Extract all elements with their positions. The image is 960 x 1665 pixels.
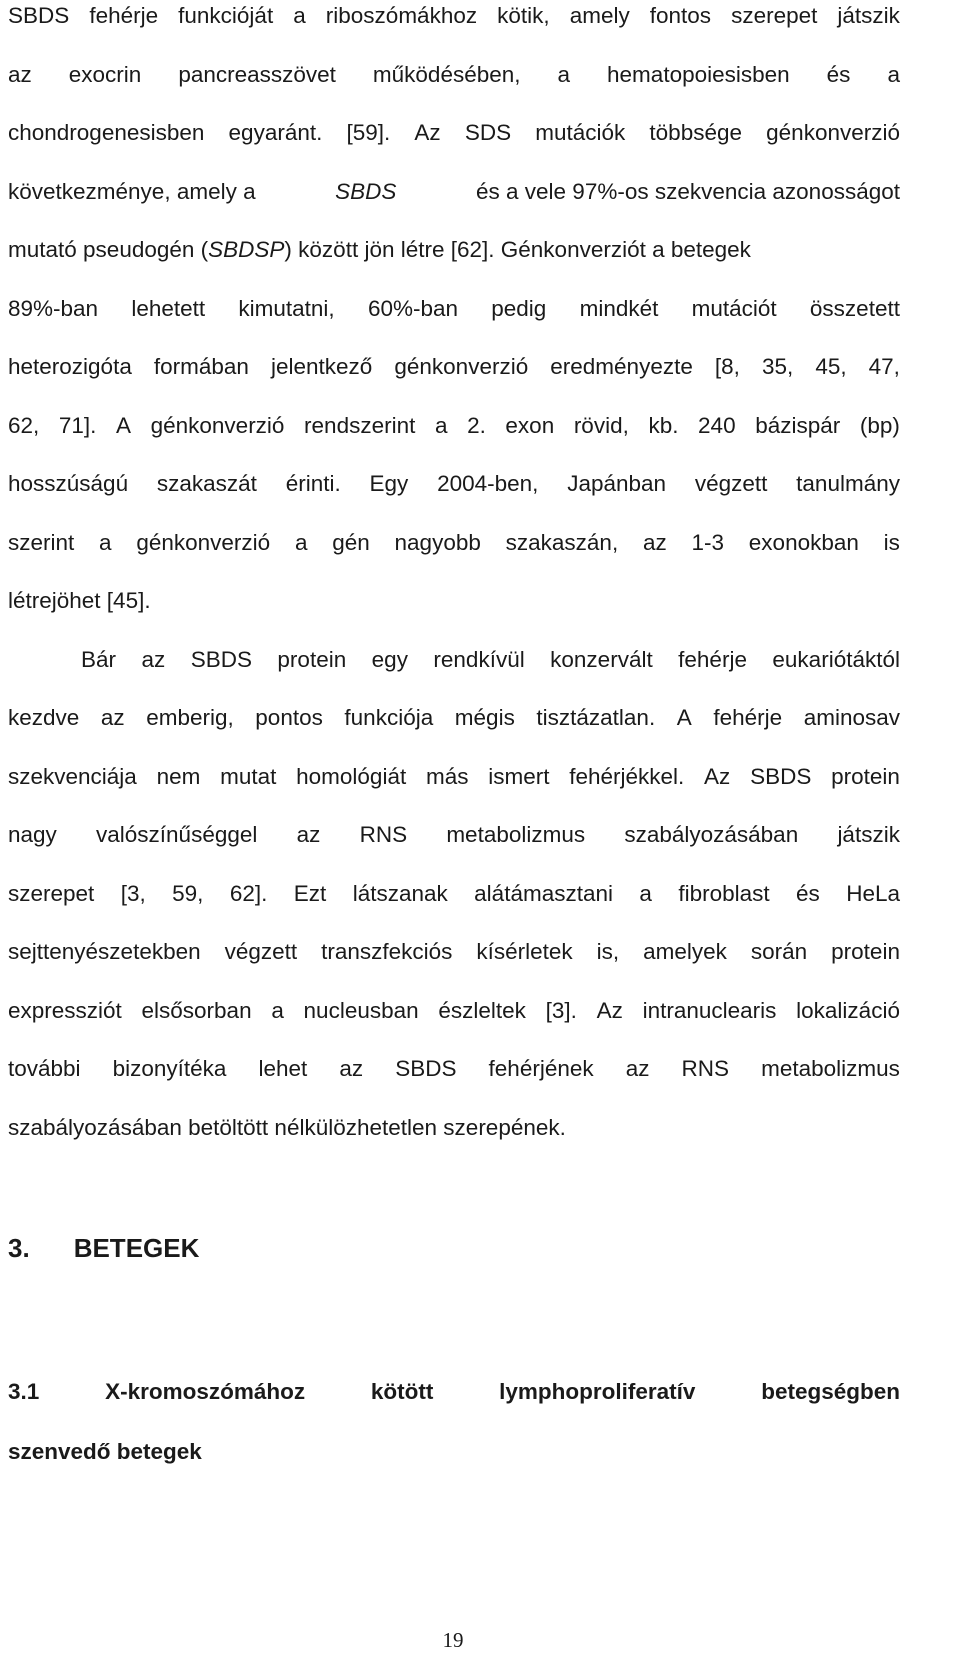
word: bázispár bbox=[755, 412, 841, 438]
word: a bbox=[294, 529, 308, 555]
word: SDS bbox=[464, 120, 512, 145]
line-text: és a vele 97%-os szekvencia azonosságot bbox=[469, 178, 900, 204]
word: szerepet bbox=[8, 880, 95, 906]
word: HeLa bbox=[846, 880, 900, 906]
word: Japánban bbox=[567, 471, 667, 496]
word: kimutatni, bbox=[238, 295, 335, 321]
subsection-word: lymphoproliferatív bbox=[499, 1379, 696, 1404]
paragraph-line bbox=[8, 806, 900, 865]
word: 62]. bbox=[229, 880, 268, 906]
word: pancreasszövet bbox=[178, 61, 336, 87]
subsection-heading bbox=[8, 1362, 900, 1482]
word: A bbox=[116, 412, 132, 438]
subsection-word: kötött bbox=[370, 1379, 434, 1404]
word: transzfekciós bbox=[321, 939, 453, 964]
word: az bbox=[642, 529, 667, 555]
word: szakaszát bbox=[156, 471, 257, 496]
gene-name-italic: SBDS bbox=[335, 178, 397, 204]
word: az bbox=[8, 61, 32, 87]
word: a bbox=[557, 61, 571, 87]
word: játszik bbox=[837, 3, 900, 28]
paragraph-line bbox=[8, 923, 900, 982]
word: funkciója bbox=[344, 705, 434, 730]
word: metabolizmus bbox=[446, 822, 586, 847]
word: a bbox=[639, 880, 652, 906]
word: ismert bbox=[488, 763, 550, 789]
word: Az bbox=[596, 997, 623, 1023]
paragraph-line bbox=[8, 1040, 900, 1099]
paragraph-line bbox=[8, 514, 900, 573]
paragraph-line bbox=[8, 982, 900, 1041]
line-text: következménye, amely a bbox=[8, 178, 262, 204]
word: érinti. bbox=[285, 471, 341, 496]
word: pedig bbox=[491, 295, 547, 321]
word: fibroblast bbox=[678, 880, 770, 906]
word: SBDS bbox=[8, 3, 70, 28]
word: további bbox=[8, 1056, 81, 1081]
word: az bbox=[339, 1056, 364, 1081]
subsection-heading-line-1 bbox=[8, 1362, 900, 1422]
word: mégis bbox=[454, 705, 515, 730]
word: mutat bbox=[220, 763, 277, 789]
word: sejttenyészetekben bbox=[8, 939, 201, 964]
word: 2004-ben, bbox=[437, 471, 539, 496]
word: SBDS bbox=[395, 1056, 457, 1081]
word: 47, bbox=[868, 354, 900, 379]
paragraph-2 bbox=[8, 631, 900, 1158]
word: 89%-ban bbox=[8, 295, 99, 321]
section-number: 3. bbox=[8, 1233, 30, 1263]
word: rövid, bbox=[573, 412, 629, 438]
word: is, bbox=[596, 939, 620, 964]
word: végzett bbox=[694, 471, 768, 496]
word: 1-3 bbox=[691, 529, 725, 555]
word: más bbox=[425, 763, 469, 789]
word: hosszúságú bbox=[8, 471, 129, 496]
word: az bbox=[625, 1056, 650, 1081]
line-text: mutató pseudogén ( bbox=[8, 237, 209, 262]
word: SBDS bbox=[750, 763, 812, 789]
word: Az bbox=[704, 763, 731, 789]
word: exonokban bbox=[748, 529, 859, 555]
word: nucleusban bbox=[303, 997, 419, 1023]
word: [3]. bbox=[545, 997, 577, 1023]
word: nem bbox=[156, 763, 201, 789]
word: homológiát bbox=[296, 763, 407, 789]
word: tanulmány bbox=[796, 471, 900, 496]
word: az bbox=[296, 822, 321, 847]
word: A bbox=[676, 705, 692, 730]
paragraph-line bbox=[8, 221, 900, 280]
paragraph-line bbox=[8, 0, 900, 46]
word: fontos bbox=[649, 3, 712, 28]
word: alátámasztani bbox=[474, 880, 613, 906]
word: 2. bbox=[467, 412, 486, 438]
word: jelentkező bbox=[271, 354, 373, 379]
word: többsége bbox=[649, 120, 743, 145]
word: tisztázatlan. bbox=[536, 705, 656, 730]
word: eukariótáktól bbox=[772, 646, 900, 672]
word: rendszerint bbox=[304, 412, 416, 438]
word: a bbox=[293, 3, 306, 28]
word: metabolizmus bbox=[761, 1056, 900, 1081]
word: fehérje bbox=[678, 646, 747, 672]
word: RNS bbox=[359, 822, 408, 847]
paragraph-line bbox=[8, 397, 900, 456]
word: [3, bbox=[120, 880, 146, 906]
word: gén bbox=[332, 529, 370, 555]
word: protein bbox=[831, 939, 900, 964]
word: konzervált bbox=[550, 646, 653, 672]
paragraph-line bbox=[8, 46, 900, 105]
word: intranuclearis bbox=[642, 997, 777, 1023]
subsection-word: betegségben bbox=[761, 1379, 900, 1404]
word: fehérjékkel. bbox=[569, 763, 685, 789]
line-text: ) között jön létre [62]. Génkonverziót a betegek bbox=[284, 237, 751, 262]
pseudogene-name-italic: SBDSP bbox=[208, 237, 285, 262]
word: Bár bbox=[81, 646, 117, 672]
word: emberig, bbox=[146, 705, 234, 730]
word: Egy bbox=[369, 471, 409, 496]
word: amely bbox=[569, 3, 630, 28]
word: génkonverzió bbox=[766, 120, 900, 145]
word: formában bbox=[153, 354, 249, 379]
word: aminosav bbox=[803, 705, 900, 730]
word: funkcióját bbox=[178, 3, 274, 28]
word: génkonverzió bbox=[150, 412, 285, 438]
word: heterozigóta bbox=[8, 354, 132, 379]
word: 45, bbox=[815, 354, 847, 379]
word: génkonverzió bbox=[394, 354, 529, 379]
word: szekvenciája bbox=[8, 763, 137, 789]
word: a bbox=[99, 529, 112, 555]
word: RNS bbox=[681, 1056, 730, 1081]
paragraph-line: szabályozásában betöltött nélkülözhetetlen szerepének. bbox=[8, 1114, 566, 1140]
paragraph-line: létrejöhet [45]. bbox=[8, 588, 151, 613]
word: a bbox=[434, 412, 448, 438]
word: egyaránt. bbox=[228, 120, 323, 145]
word: nagyobb bbox=[394, 529, 481, 555]
word: 71]. bbox=[58, 412, 97, 438]
word: összetett bbox=[809, 295, 900, 321]
word: 60%-ban bbox=[367, 295, 459, 321]
word: hematopoiesisben bbox=[607, 61, 790, 87]
word: bizonyítéka bbox=[112, 1056, 227, 1081]
word: is bbox=[883, 529, 900, 555]
word: játszik bbox=[837, 822, 900, 847]
word: fehérje bbox=[89, 3, 159, 28]
word: kísérletek bbox=[476, 939, 573, 964]
paragraph-line bbox=[8, 865, 900, 924]
word: SBDS bbox=[190, 646, 252, 672]
word: [8, bbox=[714, 354, 740, 379]
paragraph-line bbox=[8, 455, 900, 514]
word: amelyek bbox=[643, 939, 727, 964]
word: mutációk bbox=[535, 120, 626, 145]
paragraph-line bbox=[8, 748, 900, 807]
subsection-word: X-kromoszómához bbox=[105, 1379, 306, 1404]
word: lehet bbox=[258, 1056, 308, 1081]
word: a bbox=[271, 997, 284, 1023]
word: exon bbox=[505, 412, 555, 438]
word: kezdve bbox=[8, 705, 80, 730]
word: expressziót bbox=[8, 997, 122, 1023]
word: 59, bbox=[172, 880, 204, 906]
word: 35, bbox=[761, 354, 794, 379]
word: rendkívül bbox=[433, 646, 525, 672]
word: és bbox=[796, 880, 820, 906]
word: riboszómákhoz bbox=[325, 3, 478, 28]
word: nagy bbox=[8, 822, 57, 847]
word: Az bbox=[414, 120, 441, 145]
word: mindkét bbox=[579, 295, 659, 321]
word: az bbox=[100, 705, 125, 730]
paragraph-line bbox=[8, 280, 900, 339]
word: során bbox=[750, 939, 808, 964]
page-number: 19 bbox=[442, 1628, 464, 1652]
paragraph-line bbox=[8, 104, 900, 163]
word: az bbox=[141, 646, 166, 672]
word: exocrin bbox=[68, 61, 142, 87]
paragraph-line bbox=[8, 338, 900, 397]
section-heading bbox=[8, 1233, 199, 1264]
word: látszanak bbox=[352, 880, 448, 906]
word: szabályozásában bbox=[624, 822, 799, 847]
word: elsősorban bbox=[141, 997, 252, 1023]
word: és bbox=[826, 61, 851, 87]
word: szerepet bbox=[731, 3, 818, 28]
word: lokalizáció bbox=[796, 997, 900, 1023]
subsection-number: 3.1 bbox=[8, 1379, 40, 1404]
word: fehérje bbox=[713, 705, 783, 730]
document-page bbox=[8, 0, 900, 1157]
word: szerint bbox=[8, 529, 75, 555]
word: chondrogenesisben bbox=[8, 120, 205, 145]
paragraph-line bbox=[8, 631, 900, 690]
word: valószínűséggel bbox=[96, 822, 258, 847]
word: kb. bbox=[648, 412, 679, 438]
word: [59]. bbox=[346, 120, 391, 145]
word: működésében, bbox=[372, 61, 521, 87]
word: észleltek bbox=[438, 997, 526, 1023]
word: végzett bbox=[224, 939, 298, 964]
paragraph-line bbox=[8, 163, 900, 222]
word: fehérjének bbox=[488, 1056, 594, 1081]
word: eredményezte bbox=[550, 354, 693, 379]
word: Ezt bbox=[293, 880, 327, 906]
word: protein bbox=[277, 646, 347, 672]
paragraph-line bbox=[8, 689, 900, 748]
word: szakaszán, bbox=[505, 529, 619, 555]
word: génkonverzió bbox=[136, 529, 271, 555]
word: a bbox=[887, 61, 900, 87]
word: pontos bbox=[255, 705, 323, 730]
word: 240 bbox=[698, 412, 736, 438]
subsection-heading-line-2: szenvedő betegek bbox=[8, 1439, 202, 1464]
word: egy bbox=[371, 646, 408, 672]
word: mutációt bbox=[691, 295, 777, 321]
section-title: BETEGEK bbox=[73, 1233, 200, 1263]
paragraph-1 bbox=[8, 0, 900, 631]
word: kötik, bbox=[497, 3, 550, 28]
word: 62, bbox=[8, 412, 40, 438]
word: (bp) bbox=[859, 412, 900, 438]
word: lehetett bbox=[131, 295, 206, 321]
word: protein bbox=[831, 763, 900, 789]
